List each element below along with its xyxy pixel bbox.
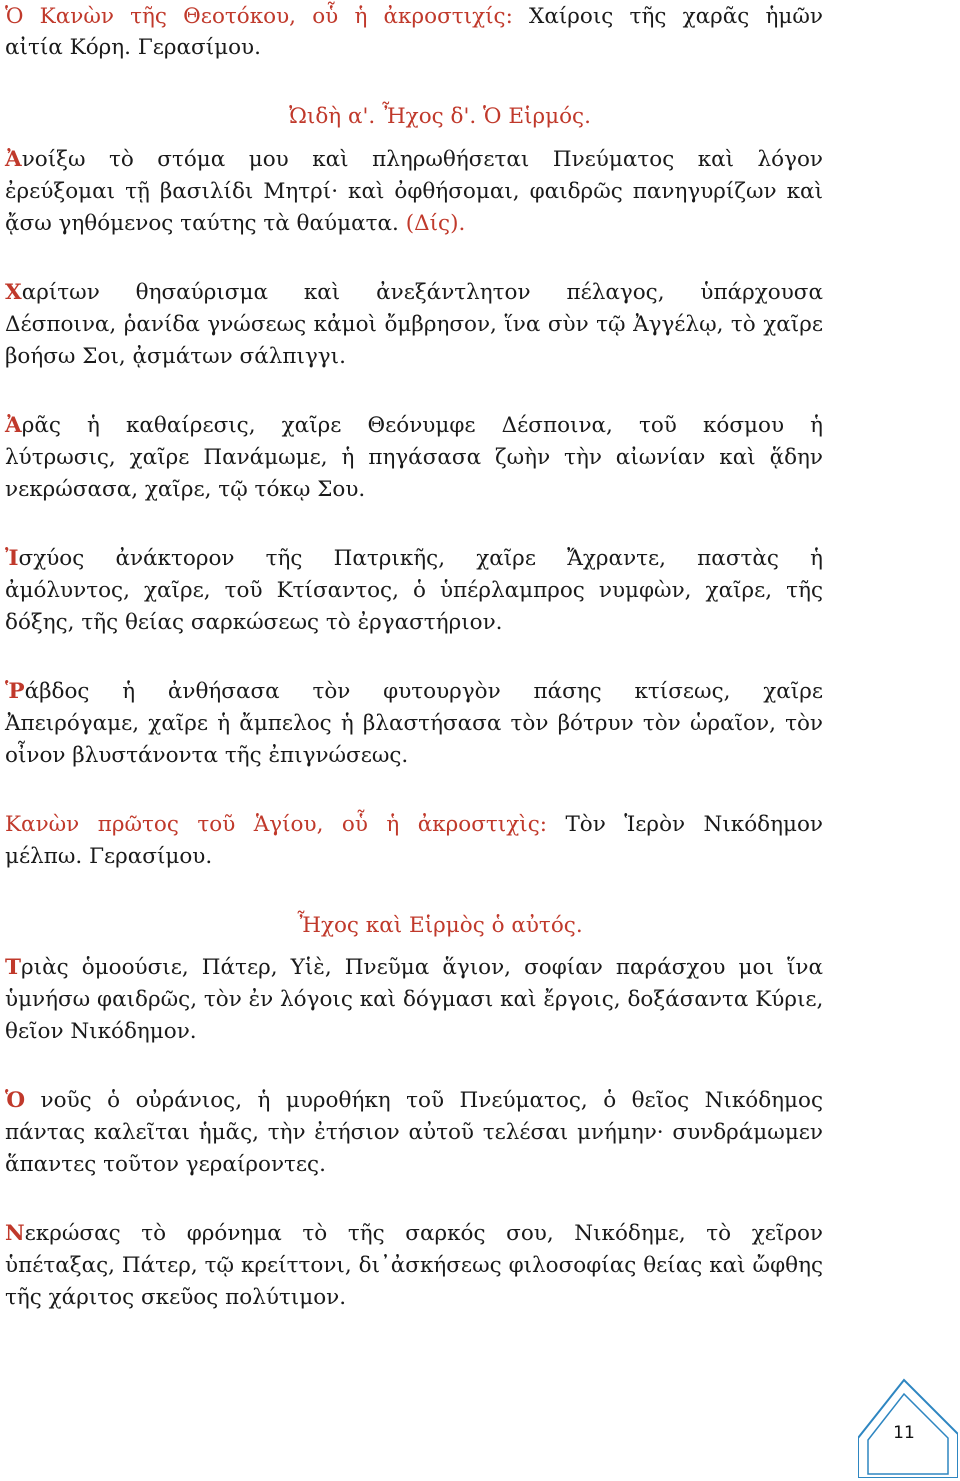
acrostic-text: Τὸν Ἱερὸν Νικόδημον bbox=[546, 812, 823, 837]
troparion-2-line1: Ἀρᾶς ἡ καθαίρεσις, χαῖρε Θεόνυμφε Δέσποινα, τοῦ κόσμου ἡ bbox=[5, 413, 823, 438]
drop-initial: Ἀ bbox=[5, 413, 22, 438]
drop-initial: Ἀ bbox=[5, 147, 22, 172]
acrostic-text: Χαίροις τῆς χαρᾶς ἡμῶν bbox=[512, 4, 823, 29]
troparion-4-line1: Ῥάβδος ἡ ἀνθήσασα τὸν φυτουργὸν πάσης κτίσεως, χαῖρε bbox=[5, 679, 823, 704]
page-number: 11 bbox=[893, 1423, 915, 1443]
troparion-4-line3: οἶνον βλυστάνοντα τῆς ἐπιγνώσεως. bbox=[5, 743, 409, 768]
troparion-3-line2: ἀμόλυντος, χαῖρε, τοῦ Κτίσαντος, ὁ ὑπέρλαμπρος νυμφὼν, χαῖρε, τῆς bbox=[5, 578, 823, 603]
heirmos-line2: ἐρεύξομαι τῇ βασιλίδι Μητρί· καὶ ὀφθήσομαι, φαιδρῶς πανηγυρίζων καὶ bbox=[5, 179, 823, 204]
canon-heading-label: Ὁ Κανὼν τῆς Θεοτόκου, οὗ ἡ ἀκροστιχίς: bbox=[5, 4, 513, 29]
canon-heading-theotokos bbox=[5, 1, 823, 33]
canon-heading-label: Κανὼν πρῶτος τοῦ Ἁγίου, οὗ ἡ ἀκροστιχὶς: bbox=[5, 812, 547, 837]
troparion-4-line2: Ἀπειρόγαμε, χαῖρε ἡ ἄμπελος ἡ βλαστήσασα τὸν βότρυν τὸν ὡραῖον, τὸν bbox=[5, 711, 823, 736]
troparion-5-line1: Τριὰς ὁμοούσιε, Πάτερ, Υἱὲ, Πνεῦμα ἅγιον, σοφίαν παράσχου μοι ἵνα bbox=[5, 955, 823, 980]
drop-initial: Ῥ bbox=[5, 679, 25, 704]
troparion-6-line2: πάντας καλεῖται ἡμᾶς, τὴν ἐτήσιον αὐτοῦ τελέσαι μνήμην· συνδράμωμεν bbox=[5, 1120, 823, 1145]
heirmos-line3: ᾄσω γηθόμενος ταύτης τὰ θαύματα. (Δίς). bbox=[5, 211, 466, 236]
troparion-1-line1: Χαρίτων θησαύρισμα καὶ ἀνεξάντλητον πέλαγος, ὑπάρχουσα bbox=[5, 280, 823, 305]
troparion-1-line3: βοήσω Σοι, ᾀσμάτων σάλπιγγι. bbox=[5, 344, 346, 369]
troparion-2-line3: νεκρώσασα, χαῖρε, τῷ τόκῳ Σου. bbox=[5, 477, 366, 502]
troparion-6-line3: ἅπαντες τοῦτον γεραίροντες. bbox=[5, 1152, 326, 1177]
troparion-7-line1: Νεκρώσας τὸ φρόνημα τὸ τῆς σαρκός σου, Νικόδημε, τὸ χεῖρον bbox=[5, 1221, 823, 1246]
troparion-3-line3: δόξης, τῆς θείας σαρκώσεως τὸ ἐργαστήριον. bbox=[5, 610, 503, 635]
troparion-5-line2: ὑμνήσω φαιδρῶς, τὸν ἐν λόγοις καὶ δόγμασι καὶ ἔργοις, δοξάσαντα Κύριε, bbox=[5, 987, 824, 1012]
dis-marker: (Δίς). bbox=[405, 211, 466, 236]
drop-initial: Χ bbox=[5, 280, 22, 305]
canon-heading-saint bbox=[5, 809, 823, 841]
drop-initial: Ἰ bbox=[5, 546, 19, 571]
drop-initial: Ν bbox=[5, 1221, 25, 1246]
troparion-7-line3: τῆς χάριτος σκεῦος πολύτιμον. bbox=[5, 1285, 347, 1310]
drop-initial: Ὁ bbox=[5, 1088, 26, 1113]
troparion-1-line2: Δέσποινα, ῥανίδα γνώσεως κἀμοὶ ὄμβρησον, ἵνα σὺν τῷ Ἀγγέλῳ, τὸ χαῖρε bbox=[5, 312, 823, 337]
ode-title: Ὠιδὴ α'. Ἦχος δ'. Ὁ Εἱρμός. bbox=[289, 104, 591, 129]
troparion-6-line1: Ὁ νοῦς ὁ οὐράνιος, ἡ μυροθήκη τοῦ Πνεύματος, ὁ θεῖος Νικόδημος bbox=[5, 1088, 823, 1113]
drop-initial: Τ bbox=[5, 955, 21, 980]
heirmos-line1: Ἀνοίξω τὸ στόμα μου καὶ πληρωθήσεται Πνεύματος καὶ λόγον bbox=[5, 147, 823, 172]
ode-title: Ἦχος καὶ Εἱρμὸς ὁ αὐτός. bbox=[297, 913, 583, 938]
troparion-2-line2: λύτρωσις, χαῖρε Πανάμωμε, ἡ πηγάσασα ζωὴν τὴν αἰωνίαν καὶ ᾅδην bbox=[5, 445, 823, 470]
troparion-7-line2: ὑπέταξας, Πάτερ, τῷ κρείττονι, δι᾽ἀσκήσεως φιλοσοφίας θείας καὶ ὤφθης bbox=[5, 1253, 823, 1278]
troparion-5-line3: θεῖον Νικόδημον. bbox=[5, 1019, 197, 1044]
canon-heading-line2: μέλπω. Γερασίμου. bbox=[5, 844, 213, 869]
canon-heading-line2: αἰτία Κόρη. Γερασίμου. bbox=[5, 35, 261, 60]
troparion-3-line1: Ἰσχύος ἀνάκτορον τῆς Πατρικῆς, χαῖρε Ἄχραντε, παστὰς ἡ bbox=[5, 546, 823, 571]
